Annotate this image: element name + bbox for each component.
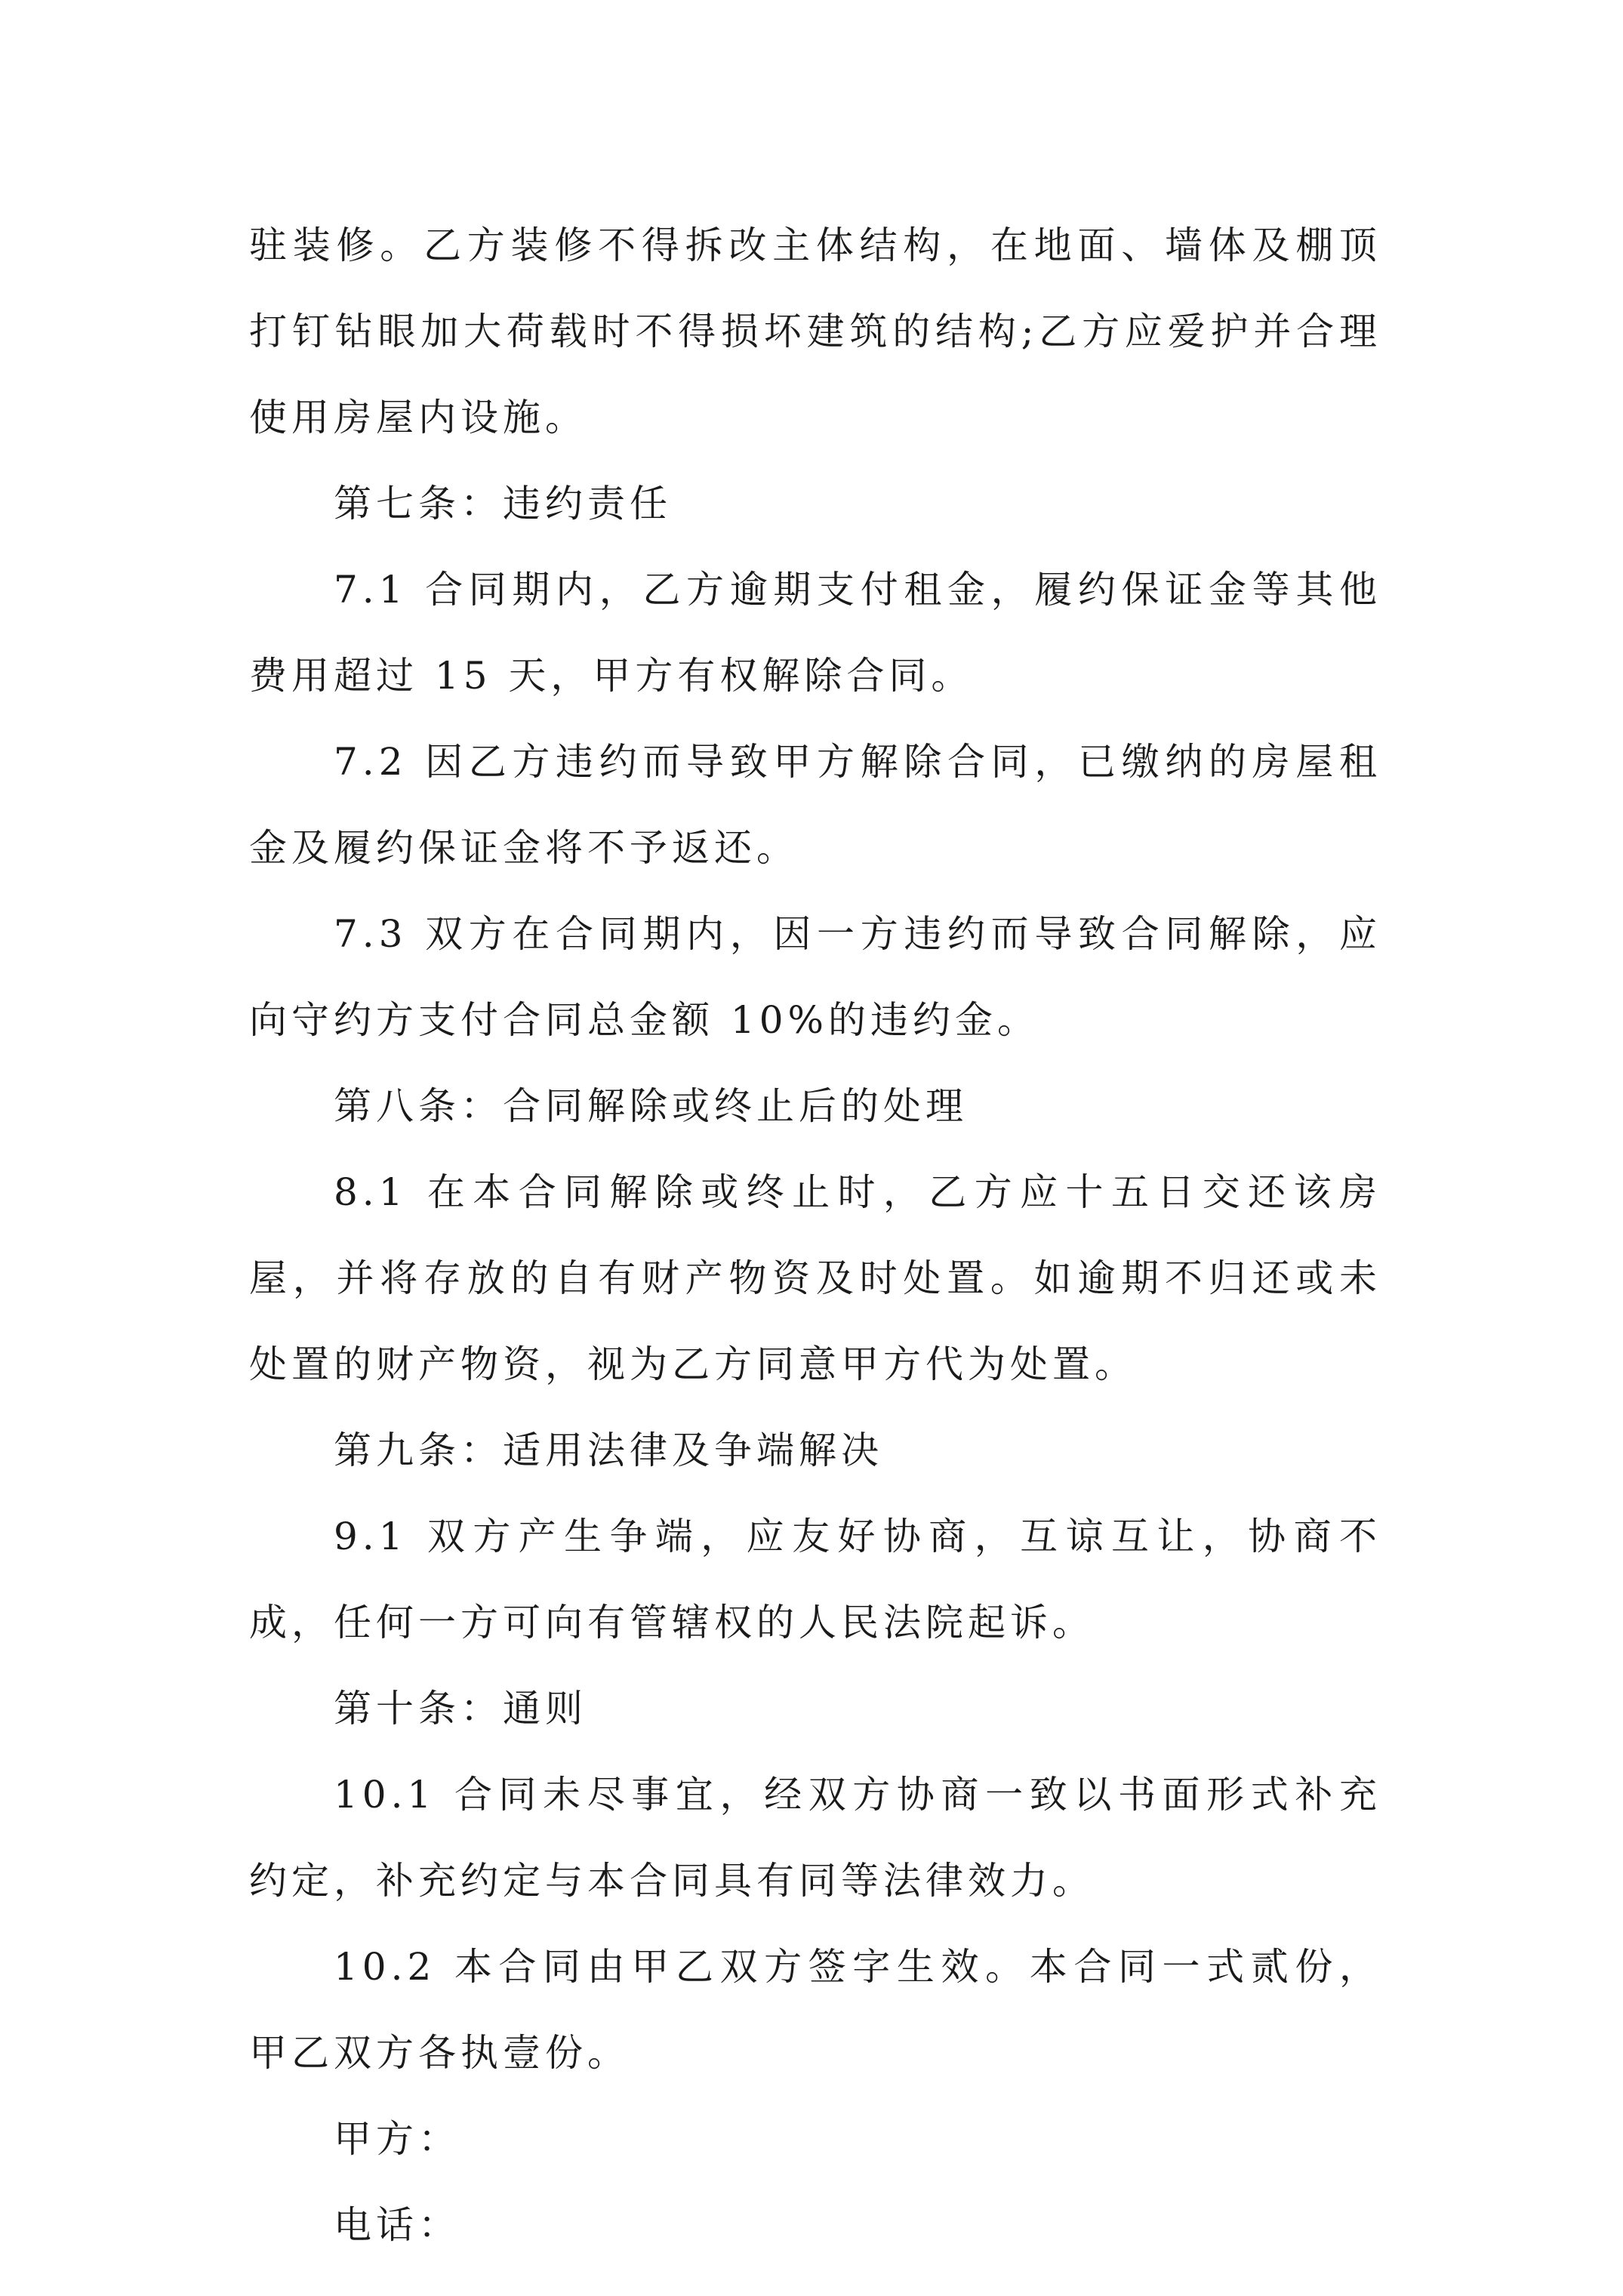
party-a-signature-label: 甲方： [334,2117,460,2161]
contract-body [249,202,1381,2268]
article-7-heading: 第七条：违约责任 [334,482,672,525]
article-9-heading: 第九条：适用法律及争端解决 [334,1428,883,1472]
clause-10-2: 10.2 本合同由甲乙双方签字生效。本合同一式贰份，甲乙双方各执壹份。 [249,1945,1381,2075]
clause-7-1: 7.1 合同期内，乙方逾期支付租金，履约保证金等其他费用超过 15 天，甲方有权解除合同。 [249,568,1381,698]
article-10-heading: 第十条：通则 [334,1687,587,1730]
article-8-heading: 第八条：合同解除或终止后的处理 [334,1084,968,1128]
clause-8-1: 8.1 在本合同解除或终止时，乙方应十五日交还该房屋，并将存放的自有财产物资及时处置。如逾期不归还或未处置的财产物资，视为乙方同意甲方代为处置。 [249,1170,1381,1386]
clause-10-1: 10.1 合同未尽事宜，经双方协商一致以书面形式补充约定，补充约定与本合同具有同等法律效力。 [249,1773,1381,1903]
paragraph-renovation-continued: 驻装修。乙方装修不得拆改主体结构，在地面、墙体及棚顶打钉钻眼加大荷载时不得损坏建筑的结构;乙方应爱护并合理使用房屋内设施。 [249,223,1381,439]
clause-7-2: 7.2 因乙方违约而导致甲方解除合同，已缴纳的房屋租金及履约保证金将不予返还。 [249,740,1381,870]
clause-7-3: 7.3 双方在合同期内，因一方违约而导致合同解除，应向守约方支付合同总金额 10%的违约金。 [249,912,1381,1042]
phone-label: 电话： [334,2203,460,2247]
clause-9-1: 9.1 双方产生争端，应友好协商，互谅互让，协商不成，任何一方可向有管辖权的人民法院起诉。 [249,1515,1381,1644]
